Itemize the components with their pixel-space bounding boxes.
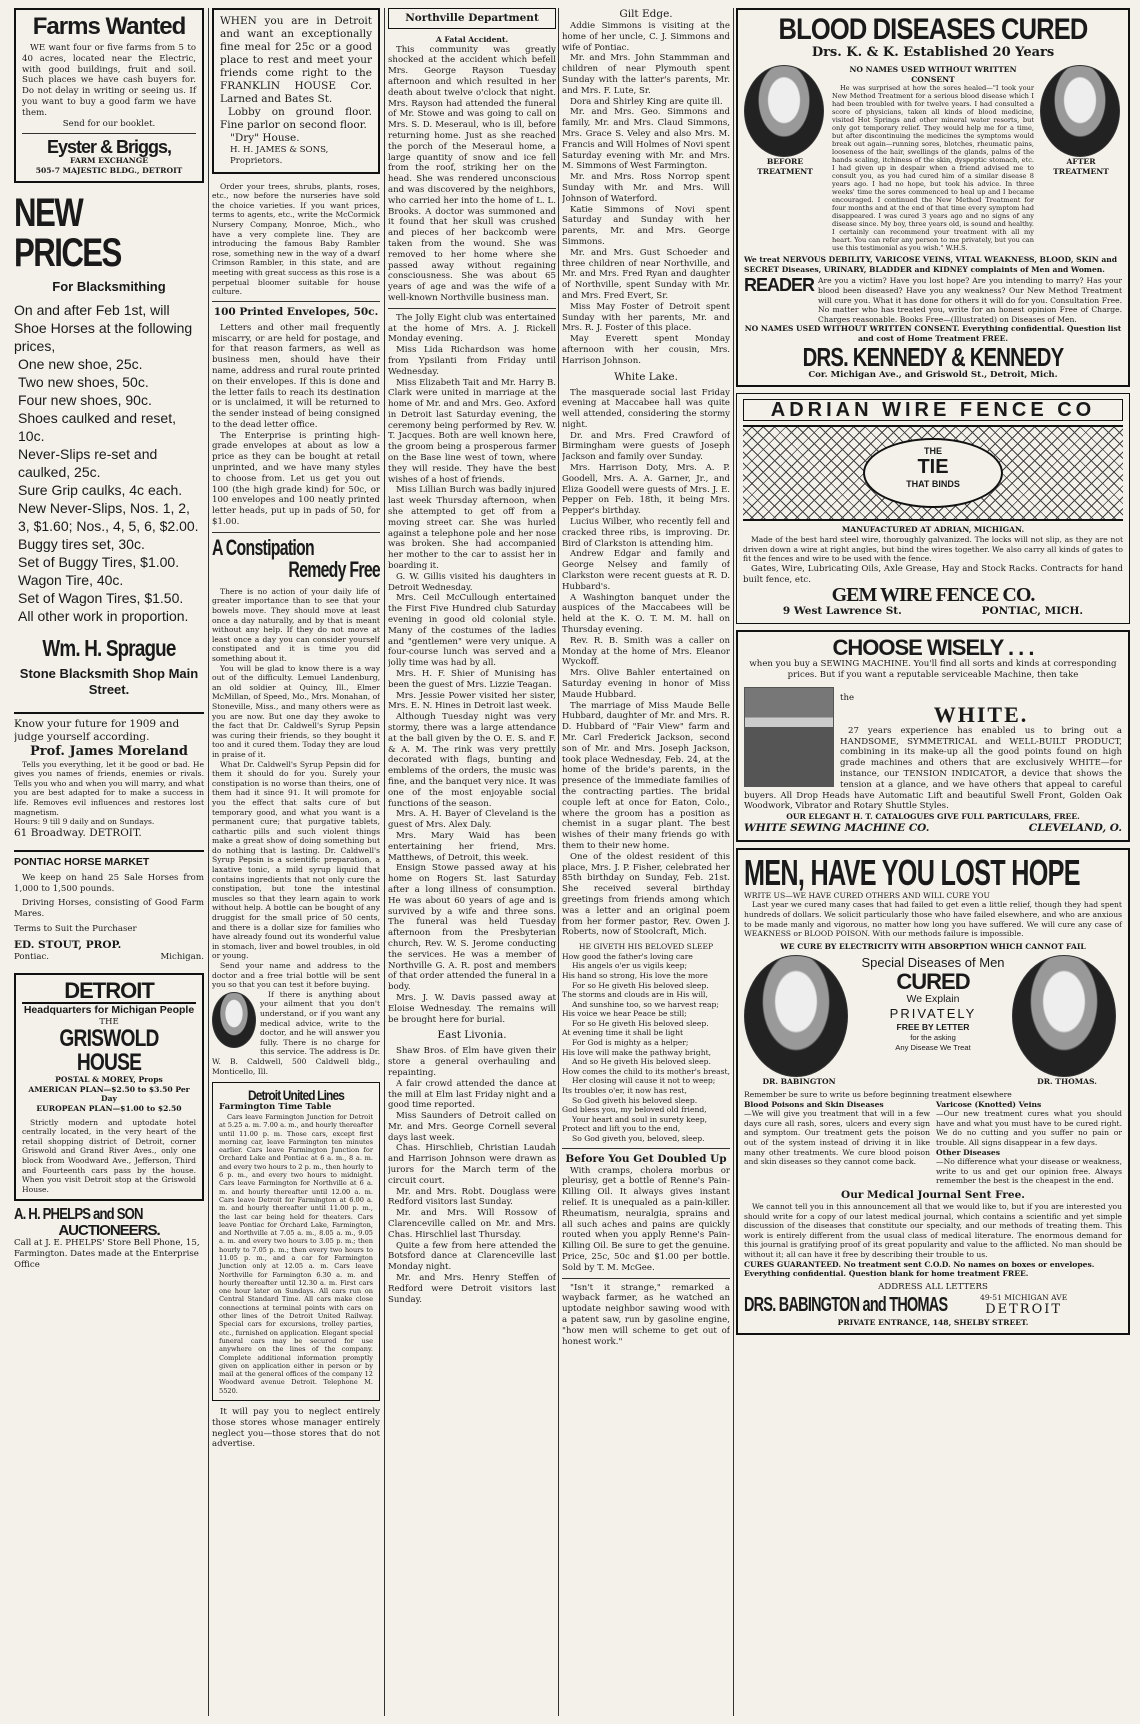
moreland-body: Tells you everything, let it be good or bad. He gives you names of friends, enemies or rivals. Tells you who and when you will marry, and what you are best adapted for to make a success in life. Removes evil influences and restores lost magnetism.	[14, 759, 204, 817]
poem-line: Its troubles o'er, it now has rest,	[562, 1086, 687, 1096]
price-item: One new shoe, 25c.	[18, 355, 143, 372]
constipation-title1: A Constipation	[212, 534, 314, 560]
northville-p2: The Jolly Eight club was entertained at the home of Mrs. A. J. Rickell Monday evening.	[388, 312, 556, 345]
white-body: 27 years experience has enabled us to bring out a HANDSOME, SYMMETRICAL and WELL-BUILT PRODUCT, combining in its make-up all the good points found on high grade machines and others that are exclusively WHITE—for instance, our TENSION INDICATOR, a device that shows the tension at a glance, and we have others that appeal to careful buyers. All Drop Heads have Automatic Lift and beautiful Swell Front, Golden Oak Woodwork, Vibrator and Rotary Shuttle Styles.	[744, 725, 1122, 812]
white-city: CLEVELAND, O.	[1028, 821, 1122, 834]
hope-journal-body: We cannot tell you in this announcement all that we would like to, but if you are interested you should write for a copy of our latest medical journal, which contains a scientific and yet simple discussion of the diseases that constitute our specialty, and our methods of treating them. This work is entirely different from the usual class of medical literature. The enormous demand for this journal is gratifying proof of its great popularity and value to the afflicted. No man should be without it; all can have it free by describing their trouble to us.	[744, 1201, 1122, 1259]
constipation-body2: You will be glad to know there is a way out of the difficulty. Lemuel Landenburg, an old soldier at Quincy, Ill., Elmer McMillan, of Speed, Mo., Mrs. Monahan, of Stoneville, Miss., and many others were as you are now. But one day they awoke to the fact that Dr. Caldwell's Syrup Pepsin was curing their friends, so they bought it too and it cured them. Today they are loud in praise of it.	[212, 663, 380, 759]
hope-blood-body: —We will give you treatment that will in a few days cure all rash, sores, ulcers and every sign and symptom. Our treatment gets the poison out of the system instead of driving it in like many other treatments. We cure blood poison and skin diseases so they cannot come back.	[744, 1109, 930, 1167]
farms-send: Send for our booklet.	[62, 118, 156, 129]
neglect-notice: It will pay you to neglect entirely those stores whose manager entirely neglect you—those stores that do not advertise.	[212, 1407, 380, 1450]
adrian-gates: Gates, Wire, Lubricating Oils, Axle Grease, Hay and Stock Racks. Contracts for hand built fence, etc.	[743, 563, 1123, 585]
hope-street: 49-51 MICHIGAN AVE	[980, 1292, 1068, 1302]
blood-reader-body: Are you a victim? Have you lost hope? Are you intending to marry? Has your blood been diseased? Have you any weakness? Our New Method Treatment will cure you. What it has done for others it will do for you. Consultation Free. No matter who has treated you, write for an honest opinion Free of Charge. Charges reasonable. Books Free—(Illustrated) on Diseases of Men.	[818, 276, 1122, 324]
franklin-ad	[212, 8, 380, 174]
pontiac-loc1: Pontiac.	[14, 951, 50, 962]
adrian-addr2: PONTIAC, MICH.	[981, 605, 1084, 618]
poem-line: For so He giveth His beloved sleep.	[572, 1018, 709, 1028]
whitelake-p5: Andrew Edgar and family and George Nelsey and family of Clarkston were recent guests at R. D. Hubbard's.	[562, 549, 730, 592]
price-item: New Never-Slips, Nos. 1, 2, 3, $1.60; Nos., 4, 5, 6, $2.00.	[18, 499, 199, 534]
dul-sub: Farmington Time Table	[219, 1102, 332, 1113]
lost-hope-ad	[736, 848, 1130, 1335]
moreland-hours: Hours: 9 till 9 daily and on Sundays.	[14, 817, 155, 827]
giltedge-p9: May Everett spent Monday afternoon with her cousin, Mrs. Harrison Johnson.	[562, 334, 730, 366]
price-item: Sure Grip caulks, 4c each.	[18, 481, 183, 498]
pontiac-driving: Driving Horses, consisting of Good Farm Mares.	[14, 898, 204, 920]
moreland-addr: 61 Broadway. DETROIT.	[14, 826, 142, 839]
prices-title: NEW PRICES	[14, 190, 121, 275]
blood-after: AFTER TREATMENT	[1053, 157, 1109, 176]
waybock-body: "Isn't it strange," remarked a wayback farmer, as he watched an uptodate neighbor sawing wood with a patent saw, run by gasoline engine, "how men will scheme to get out of honest work."	[562, 1282, 730, 1347]
poem-line: Your heart and soul in surety keep,	[572, 1114, 708, 1124]
dul-body: Cars leave Farmington Junction for Detroit at 5.25 a. m. 7.00 a. m., and hourly thereafter until 11.00 p. m. Those cars, except first morning car, leave Farmington ten minutes earlier. Cars leave Farmington Junction for Orchard Lake and Pontiac at 6 a. m., 8 a. m. and every two hours to 2 p. m., then hourly to 6 p. m., and every two hours to midnight. Cars leave Farmington for Northville at 6 a. m. and hourly thereafter until 12.00 a. m. Cars leave Detroit for Farmington at 6.00 a. m. and hourly thereafter until 11.00 p. m., the last car being held for theaters. Cars leave Pontiac for Orchard Lake, Farmington, and Northville at 7.05 a. m., 8.05 a. m., 9.05 a. m. and every two hours to 3.05 p. m.; then hourly to 7.05 p. m.; then every two hours to 11.05 p. m., and a car for Farmington Junction only at 12.05 a. m. Cars leave Northville for Farmington 6.30 a. m. and hourly thereafter until 12.30 a. m. First cars one hour later on Sundays. All cars run on Central Standard Time. All cars make close connections at terminal points with cars on other lines of the Detroit United Railway. Special cars for excursions, trolley parties, etc., furnished on application. Elegant special funeral cars may be secured for use anywhere on the lines of the company. Complete additional information promptly given on application either in person or by mail at the general offices of the company 12 Woodward avenue Detroit. Telephone M. 5520.	[219, 1112, 373, 1395]
price-item: Four new shoes, 90c.	[18, 391, 152, 408]
column-5	[736, 8, 1130, 1341]
hope-remember: Remember be sure to write us before beginning treatment elsewhere	[744, 1090, 1012, 1100]
price-item: Buggy tires set, 30c.	[18, 535, 145, 552]
whitelake-p1: The masquerade social last Friday evening at Maccabee hall was quite well attended, considering the stormy night.	[562, 387, 730, 430]
blood-diseases-ad	[736, 8, 1130, 387]
northville-p5: Miss Lillian Burch was badly injured last week Thursday afternoon, when she attempted to get off from a moving street car. She was hurled against a telephone pole and her nose was broken. She had accompanied her mother to the car to assist her in boarding it.	[388, 485, 556, 572]
adrian-fence-ad	[736, 393, 1130, 624]
sewing-machine-illustration	[744, 687, 834, 787]
adrian-made: MANUFACTURED AT ADRIAN, MICHIGAN.	[841, 525, 1025, 535]
poem-line: His angels o'er us vigils keep;	[572, 961, 688, 971]
griswold-hq: Headquarters for Michigan People	[23, 1003, 195, 1016]
northville-p4: Miss Elizabeth Tait and Mr. Harry B. Clark were united in marriage at the home of Mr. and and Mrs. Geo. Axford in Detroit last Saturday evening, the ceremony being performed by Rev. W. T. Jacques. Both are well known here, the groom being a prosperous farmer on the Base line west of town, where they will reside. They have the best wishes of a host of friends.	[388, 377, 556, 485]
adrian-gem: GEM WIRE FENCE CO.	[831, 584, 1035, 607]
blood-nonames2: NO NAMES USED WITHOUT WRITTEN CONSENT. Everything confidential. Question list and cost of Home Treatment FREE.	[744, 324, 1122, 343]
blacksmith-ad	[14, 190, 204, 698]
eastlivonia-p7: Quite a few from here attended the Botsford dance at Clarenceville last Monday night.	[388, 1240, 556, 1273]
phelps-title: A. H. PHELPS and SON	[14, 1206, 143, 1224]
giltedge-p1: Addie Simmons is visiting at the home of her uncle, C. J. Simmons and wife of Pontiac.	[562, 21, 730, 53]
constipation-body4: Send your name and address to the doctor and a free trial bottle will be sent you so that you can test it before buying.	[212, 961, 380, 990]
adrian-tie: TIE	[917, 456, 949, 479]
hope-other-body: —No difference what your disease or weakness, write to us and get our opinion free. Always remember the best is the cheapest in the end.	[936, 1157, 1122, 1186]
adrian-title: ADRIAN WIRE FENCE CO	[743, 399, 1123, 421]
adrian-the: THE	[924, 446, 942, 457]
poem-line: So God giveth his beloved sleep.	[572, 1095, 698, 1105]
hope-cured: CURED	[896, 969, 970, 995]
price-list	[14, 355, 204, 625]
poem-line: And so He giveth His beloved sleep.	[572, 1057, 711, 1067]
farms-wanted-ad	[14, 8, 204, 183]
blood-testimony: He was surprised at how the sores healed—"I took your New Method Treatment for a serious blood disease which I had been troubled with for twelve years. I had consulted a score of physicians, taken all kinds of blood medicine, visited Hot Springs and other mineral water resorts, but only got temporary relief. They would help me for a time, but after discontinuing the medicines the symptoms would break out again—running sores, blotches, rheumatic pains, looseness of the hair, swellings of the glands, palms of the hands scaling, itchiness of the skin, dyspeptic stomach, etc. I had given up in despair when a friend advised me to consult you, as you had cured him of a similar disease 8 years ago. I had no hope, but took his advice. In three weeks' time the sores commenced to heal up and I became encouraged. I continued the New Method Treatment for four months and at the end of that time every symptom had disappeared. I was cured 3 years ago and no signs of any disease since. My boy, three years old, is sound and healthy. I certainly can recommend your treatment with all my heart. You can refer any person to me privately, but you can use this testimonial as you wish." W.H.S.	[832, 84, 1034, 253]
whitelake-p3: Mrs. Harrison Doty, Mrs. A. P. Goodell, Mrs. A. A. Garner, Jr., and Eliza Goodell were guests of Mrs. J. E. Pepper on Feb. 18th, it being Mrs. Pepper's birthday.	[562, 463, 730, 517]
hope-vari-h: Varicose (Knotted) Veins	[936, 1099, 1042, 1109]
poem-line: His love will make the pathway bright,	[562, 1047, 712, 1057]
white-title: CHOOSE WISELY . . .	[832, 635, 1034, 661]
white-intro: when you buy a SEWING MACHINE. You'll find all sorts and kinds at corresponding prices. But if you want a reputable serviceable Machine, then take	[749, 659, 1117, 681]
hope-title: MEN, HAVE YOU LOST HOPE	[744, 851, 1080, 893]
hope-forasking: for the asking	[910, 1033, 956, 1043]
farms-title: Farms Wanted	[32, 13, 186, 40]
blood-name: DRS. KENNEDY & KENNEDY	[802, 341, 1064, 372]
white-the: the	[840, 692, 855, 703]
price-item: All other work in proportion.	[18, 607, 189, 624]
northville-p9: Mrs. Jessie Power visited her sister, Mrs. E. N. Hines in Detroit last week.	[388, 690, 556, 712]
envelopes-body: Letters and other mail frequently miscarry, or are held for postage, and for that reason farmers, as well as business men, should have their name, address and rural route printed on their envelopes. If this is done and the letter fails to reach its destination or is unclaimed, it will be returned to the sender instead of being consigned to the dead letter office.	[212, 322, 380, 430]
farms-sub: FARM EXCHANGE	[69, 156, 149, 166]
hope-special: Special Diseases of Men	[861, 955, 1005, 971]
whitelake-p6: A Washington banquet under the auspices of the Maccabees will be held at the K. O. T. M. M. hall on Thursday evening.	[562, 592, 730, 636]
griswold-plan1: AMERICAN PLAN—$2.50 to $3.50 Per Day	[28, 1084, 190, 1104]
poem-title: HE GIVETH HIS BELOVED SLEEP	[578, 942, 714, 952]
eastlivonia-p8: Mr. and Mrs. Henry Steffen of Redford were Detroit visitors last Sunday.	[388, 1273, 556, 1305]
griswold-owners: POSTAL & MOREY, Props	[55, 1075, 163, 1085]
northville-p7: Mrs. Ceil McCullough entertained the First Five Hundred club Saturday evening in good old colonial style. Many of the costumes of the ladies and "gentlemen" were very unique. A four-course lunch was served and a jolly time was had by all.	[388, 593, 556, 669]
poem-line: For God is mighty as a helper;	[572, 1038, 689, 1048]
blood-treat: We treat NERVOUS DEBILITY, VARICOSE VEINS, VITAL WEAKNESS, BLOOD, SKIN and SECRET Diseases, URINARY, BLADDER and KIDNEY complaints of Men and Women.	[744, 255, 1118, 274]
pontiac-title: PONTIAC HORSE MARKET	[14, 855, 150, 868]
hope-write: WRITE US—WE HAVE CURED OTHERS AND WILL CURE YOU	[744, 890, 990, 900]
hope-electric: WE CURE BY ELECTRICITY WITH ABSORPTION WHICH CANNOT FAIL	[780, 941, 1086, 951]
constipation-body: There is no action of your daily life of greater importance than to see that your bowels move. They should move at least once a day naturally, and by that is meant without any help. If they do not move at least once a day you can consider yourself constipated and it is time you did something about it.	[212, 586, 380, 664]
griswold-plan2: EUROPEAN PLAN—$1.00 to $2.50	[36, 1104, 182, 1114]
giltedge-p2: Mr. and Mrs. John Stammman and children of near Plymouth spent Sunday with the latter's parents, Mr. and Mrs. F. Lute, Sr.	[562, 53, 730, 96]
whitelake-p8: Mrs. Olive Bahler entertained on Saturday evening in honor of Miss Maude Hubbard.	[562, 668, 730, 700]
hope-other-h: Other Diseases	[936, 1147, 1000, 1157]
poem-line: How good the father's loving care	[562, 951, 693, 961]
eastlivonia-p6: Mr. and Mrs. Will Rossow of Clarenceville called on Mr. and Mrs. Chas. Hirschliel last Thursday.	[388, 1208, 556, 1240]
whitelake-title: White Lake.	[614, 370, 678, 383]
envelopes-body2: The Enterprise is printing high-grade envelopes at about as low a price as they can be bought at retail unprinted, and we have many styles to choose from. Let us get you out 100 (the high grade kind) for 50c, or 100 envelopes and 100 neatly printed letter heads, put up in pads of 50, for $1.00.	[212, 430, 380, 528]
white-company: WHITE SEWING MACHINE CO.	[744, 821, 930, 834]
farms-addr: 505-7 MAJESTIC BLDG., DETROIT	[35, 165, 183, 175]
whitelake-p9: The marriage of Miss Maude Belle Hubbard, daughter of Mr. and Mrs. R. D. Hubbard of "Fair View" farm and Mr. Carl Frederick Jackson, second son of Mr. and Mrs. Joseph Jackson, took place Wednesday, Feb. 24, at the home of the bride's parents, in the presence of the immediate families of the contracting parties. The bridal couple left at once for Eaton, Colo., where the groom has a position as chemist in a sugar plant. The best wishes of their many friends go with them to their new home.	[562, 700, 730, 851]
franklin-body: WHEN you are in Detroit and want an exceptionally fine meal for 25c or a good place to rest and meet your friends come right to the FRANKLIN HOUSE Cor. Larned and Bates St.	[220, 15, 372, 105]
northville-p8: Mrs. H. F. Shier of Munising has been the guest of Mrs. Lizzie Teagan.	[388, 669, 556, 690]
eastlivonia-p4: Chas. Hirschlieb, Christian Laudah and Harrison Johnson were drawn as jurors for the March term of the circuit court.	[388, 1143, 556, 1186]
hope-dr2: DR. THOMAS.	[1037, 1077, 1097, 1087]
phelps-ad	[14, 1207, 204, 1270]
poem-line: His hand so strong, His love the more	[562, 970, 708, 980]
whitelake-p10: One of the oldest resident of this place, Mrs. J. P. Fisher, celebrated her 85th birthday on Sunday, Feb. 21st. She received several birthday greetings from friends among which was a letter and an original poem from her former pastor, Rev. Owen J. Roberts, now of Stoolcraft, Mich.	[562, 851, 730, 938]
price-item: Shoes caulked and reset, 10c.	[18, 409, 176, 444]
caldwell-portrait	[212, 992, 256, 1048]
blood-before: BEFORE TREATMENT	[757, 157, 813, 176]
hope-free: FREE BY LETTER	[896, 1022, 970, 1033]
hope-names: DRS. BABINGTON and THOMAS	[744, 1294, 948, 1317]
franklin-lobby: Lobby on ground floor. Fine parlor on second floor.	[220, 106, 372, 131]
poem-line: For so He giveth His beloved sleep.	[572, 980, 709, 990]
griswold-body: Strictly modern and uptodate hotel centrally located, in the very heart of the retail shopping district of Detroit, corner Griswold and Grand River Aves., only one block from Woodward Ave., Jefferson, Third and Fourteenth cars pass by the house. When you visit Detroit stop at the Griswold House.	[22, 1117, 196, 1194]
hope-journal: Our Medical Journal Sent Free.	[841, 1188, 1025, 1201]
pontiac-prop: ED. STOUT, PROP.	[14, 938, 122, 951]
giltedge-p8: Miss May Foster of Detroit spent Sunday with her parents, Mr. and Mrs. R. J. Foster of this place.	[562, 301, 730, 334]
phelps-body: Call at J. E. PHELPS' Store Bell Phone, 15, Farmington. Dates made at the Enterprise Office	[14, 1238, 200, 1271]
giltedge-p7: Mr. and Mrs. Gust Schoeder and three children of near Northville, and Mr. and Mrs. Fred Ryan and daughter of Northville, spent Sunday with Mr. and Mrs. Fred Evert, Sr.	[562, 247, 730, 301]
northville-header	[388, 8, 556, 29]
adrian-addr1: 9 West Lawrence St.	[782, 605, 902, 618]
adrian-binds: THAT BINDS	[906, 479, 960, 490]
northville-title: Northville Department	[405, 12, 539, 24]
poem-line: Protect and lift you to the end,	[562, 1124, 681, 1134]
hope-dr1: DR. BABINGTON	[762, 1077, 836, 1087]
phelps-sub: AUCTIONEERS.	[58, 1222, 160, 1240]
northville-p11: Mrs. A. H. Bayer of Cleveland is the guest of Mrs. Alex Daly.	[388, 809, 556, 831]
moreland-head: Know your future for 1909 and judge yourself according.	[14, 717, 180, 743]
doubled-title: Before You Get Doubled Up	[565, 1152, 727, 1165]
hope-private: PRIVATE ENTRANCE, 148, SHELBY STREET.	[837, 1318, 1029, 1328]
pontiac-horse-ad	[14, 856, 204, 963]
blood-reader: READER	[744, 275, 815, 296]
thomas-portrait	[1012, 955, 1116, 1077]
price-item: Wagon Tire, 40c.	[18, 571, 124, 588]
blood-addr: Cor. Michigan Ave., and Griswold St., Detroit, Mich.	[808, 369, 1058, 380]
constipation-title2: Remedy Free	[288, 556, 380, 582]
babington-portrait	[744, 955, 848, 1077]
dul-title: Detroit United Lines	[247, 1087, 345, 1104]
northville-p12: Mrs. Mary Waid has been entertaining her friend, Mrs. Matthews, of Detroit, this week.	[388, 830, 556, 863]
griswold-ad	[14, 973, 204, 1202]
hope-vari-body: —Our new treatment cures what you should have and what you must have to be cured right. We do no cutting and you suffer no pain or trouble. All signs disappear in a few days.	[936, 1109, 1122, 1147]
poem-line: At evening time it shall be light	[562, 1028, 684, 1038]
pontiac-body: We keep on hand 25 Sale Horses from 1,000 to 1,500 pounds.	[14, 872, 204, 894]
moreland-name: Prof. James Moreland	[29, 743, 188, 759]
whitelake-p2: Dr. and Mrs. Fred Crawford of Birmingham were guests of Joseph Jackson and family over Sunday.	[562, 430, 730, 463]
constipation-ad	[212, 534, 380, 1076]
giltedge-p5: Mr. and Mrs. Ross Norrop spent Sunday with Mr. and Mrs. Will Johnson of Waterford.	[562, 172, 730, 204]
envelopes-title: 100 Printed Envelopes, 50c.	[213, 305, 379, 318]
hope-guar: CURES GUARANTEED. No treatment sent C.O.D. No names on boxes or envelopes. Everything confidential. Question blank for home treatment FREE.	[744, 1259, 1095, 1279]
poem-line: Her closing will cause it not to weep;	[572, 1076, 716, 1086]
prices-name: Wm. H. Sprague	[42, 634, 176, 661]
column-3	[388, 8, 556, 1305]
poem-line: His voice we hear Peace be still;	[562, 1009, 687, 1019]
northville-p10: Although Tuesday night was very stormy, there was a large attendance at the ball given by the O. E. S. and F. & A. M. The rink was very prettily decorated with flags, bunting and emblems of the orders, the music was fine, and the banquet very nice. It was one of the most enjoyable social functions of the season.	[388, 712, 556, 809]
hope-explain: We Explain	[906, 993, 960, 1006]
northville-p1: This community was greatly shocked at the accident which befell Mrs. George Rayson Tuesday afternoon and which resulted in her death about twelve o'clock that night. Mrs. Rayson had attended the funeral of Mr. Stowe and was going to call on Mrs. S. D. Meseraul, who is ill, before returning home. Just as she reached the porch of the Meseraul home, a large quantity of snow and ice fell from the roof, striking her on the head. She was rendered unconscious and was discovered by the neighbors, who carried her into the home of L. L. Brooks. A doctor was summoned and it found that her skull was crushed and pieces of her backcomb were taken from the wound. She was removed to her home where she passed away without regaining consciousness. She was about 65 years of age and was the wife of a well-known Northville business man.	[388, 44, 556, 303]
dul-timetable	[212, 1082, 380, 1401]
doubled-body: With cramps, cholera morbus or pleurisy, get a bottle of Renne's Pain-Killing Oil. It always gives instant relief. It is unequaled as a pain-killer. Rheumatism, neuralgia, sprains and all such aches and pains are quickly routed when you apply Renne's Pain-Killing Oil. Be sure to get the genuine. Price, 25c, 50c and $1.00 per bottle. Sold by T. M. McGee.	[562, 1165, 730, 1273]
constipation-body3: What Dr. Caldwell's Syrup Pepsin did for them it should do for you. Surely your constipation is no worse than theirs, one of them had it since 91. It will promote for you the effect that salts cure of but temporary good, and what you want is a permanent cure; that purgative tablets, cathartic pills and such violent things make a great show of doing something but do nothing that is lasting. Dr. Caldwell's Syrup Pepsin is a scientific preparation, a laxative tonic, a mild syrup liquid that contains ingredients that not only cure the constipation, but tone the intestinal muscles so that they learn again to work without help. A bottle can be bought of any druggist for the small price of 50 cents, and there is a dollar size for families who have already found out its wonderful value in stomach, liver and bowel troubles, in old or young.	[212, 759, 380, 961]
prices-shop: Stone Blacksmith Shop Main Street.	[19, 665, 199, 697]
white-sewing-ad	[736, 630, 1130, 842]
before-portrait	[744, 65, 824, 157]
after-portrait	[1040, 65, 1120, 157]
pontiac-loc2: Michigan.	[160, 951, 204, 962]
pontiac-terms: Terms to Suit the Purchaser	[14, 923, 137, 934]
poem-line: And sunshine too, so we harvest reap;	[572, 999, 719, 1009]
column-2	[212, 8, 380, 1450]
northville-p13: Ensign Stowe passed away at his home on Rogers St. last Saturday after a long illness of consumption. He was about 60 years of age and is survived by a wife and three sons. The funeral was held Tuesday afternoon from the Presbyterian church, Rev. W. S. Jerome conducting the services. He was a member of Northville G. A. R. post and members of that order attended the funeral in a body.	[388, 863, 556, 993]
white-brand: WHITE.	[933, 701, 1029, 727]
hope-any: Any Disease We Treat	[895, 1042, 971, 1052]
giltedge-p4: Mr. and Mrs. Geo. Simmons and family, Mr. and Mrs. Claud Simmons, Mrs. Grace S. Veley and also Mrs. M. Francis and Will Holmes of Novi spent Saturday evening with Mr. and Mrs. M. Simmons of West Farmington.	[562, 107, 730, 172]
prices-intro: On and after Feb 1st, will Shoe Horses at the following prices,	[14, 301, 193, 354]
blood-sub: Drs. K. & K. Established 20 Years	[811, 45, 1055, 60]
farms-firm: Eyster & Briggs,	[46, 137, 172, 158]
northville-p14: Mrs. J. W. Davis passed away at Eloise Wednesday. The remains will be brought here for burial.	[388, 992, 556, 1025]
constipation-body5: If there is anything about your ailment that you don't understand, or if you want any medical advice, write to the doctor, and he will answer you fully. There is no charge for this service. The address is Dr. W. B. Caldwell, 500 Caldwell bldg., Monticello, Ill.	[212, 989, 380, 1076]
griswold-the: THE	[99, 1016, 119, 1027]
poem	[562, 952, 730, 1144]
price-item: Two new shoes, 50c.	[18, 373, 149, 390]
price-item: Set of Wagon Tires, $1.50.	[18, 589, 184, 606]
eastlivonia-title: East Livonia.	[437, 1029, 507, 1042]
farms-body: WE want four or five farms from 5 to 40 acres, located near the Electric, with good buildings, fruit and soil. Such places we have cash buyers for. Do not delay in writing or seeing us. If you want to buy a good farm we have them.	[22, 43, 196, 118]
poem-line: God bless you, my beloved old friend,	[562, 1105, 707, 1115]
griswold-name: GRISWOLD HOUSE	[59, 1025, 159, 1077]
eastlivonia-p3: Miss Saunders of Detroit called on Mr. and Mrs. George Cornell several days last week.	[388, 1111, 556, 1143]
eastlivonia-p5: Mr. and Mrs. Robt. Douglass were Redford visitors last Sunday.	[388, 1186, 556, 1208]
hope-intro: Last year we cured many cases that had failed to get even a little relief, though they had spent hundreds of dollars. We solicit particularly those who have failed elsewhere, and who are anxious to be made manly and vigorous, no matter how long you have suffered. We will cure any case of WEAKNESS or BLOOD POISON. With our methods failure is impossible.	[744, 900, 1122, 939]
northville-sub: A Fatal Accident.	[435, 35, 509, 44]
column-4	[562, 8, 730, 1347]
franklin-props: H. H. JAMES & SONS, Proprietors.	[230, 145, 329, 166]
hope-blood-h: Blood Poisons and Skin Diseases	[744, 1099, 884, 1109]
fence-illustration	[743, 425, 1123, 521]
poem-line: So God giveth you, beloved, sleep.	[572, 1134, 705, 1144]
giltedge-title: Gilt Edge.	[619, 8, 673, 20]
eastlivonia-p2: A fair crowd attended the dance at the mill at Elm last Friday night and a good time reported.	[388, 1078, 556, 1111]
griswold-city: DETROIT	[22, 980, 196, 1004]
whitelake-p7: Rev. R. B. Smith was a caller on Monday at the home of Mrs. Eleanor Wyckoff.	[562, 635, 730, 668]
hope-privately: PRIVATELY	[889, 1006, 977, 1022]
price-item: Set of Buggy Tires, $1.00.	[18, 553, 180, 570]
giltedge-p6: Katie Simmons of Novi spent Saturday and Sunday with her parents, Mr. and Mrs. George Simmons.	[562, 204, 730, 247]
northville-p6: G. W. Gillis visited his daughters in Detroit Wednesday.	[388, 571, 556, 593]
giltedge-p3: Dora and Shirley King are quite ill.	[570, 96, 723, 107]
price-item: Never-Slips re-set and caulked, 25c.	[18, 445, 158, 480]
blood-title: BLOOD DISEASES CURED	[778, 13, 1088, 46]
blood-nonames: NO NAMES USED WITHOUT WRITTEN CONSENT	[849, 65, 1017, 84]
northville-p3: Miss Lida Richardson was home from Ypsilanti from Friday until Wednesday.	[388, 345, 556, 377]
column-1	[14, 8, 204, 1271]
whitelake-p4: Lucius Wilber, who recently fell and cracked three ribs, is improving. Dr. Bird of Clarkston is attending him.	[562, 517, 730, 549]
franklin-dry: "Dry" House.	[230, 132, 300, 144]
hope-address: ADDRESS ALL LETTERS	[878, 1281, 988, 1292]
white-catalog: OUR ELEGANT H. T. CATALOGUES GIVE FULL PARTICULARS, FREE.	[786, 812, 1080, 822]
prices-sub: For Blacksmithing	[52, 278, 166, 294]
shrubs-notice: Order your trees, shrubs, plants, roses, etc., now before the nurseries have sold the choice varieties. If you want prices, terms to agents, etc., write the McCormick Nursery Company, Monroe, Mich., who have a very complete line. They are introducing the famous Baby Rambler rose, something new in the way of a dwarf Crimson Rambler, in this state, and are meeting with great success as this rose is a perpetual bloomer suitable for house culture.	[212, 181, 380, 297]
poem-line: How comes the child to its mother's breast,	[562, 1066, 730, 1076]
hope-city: DETROIT	[985, 1302, 1063, 1318]
adrian-body: Made of the best hard steel wire, thoroughly galvanized. The locks will not slip, as they are not driven down a wire at right angles, but bind the wires together. We also carry all kinds of gates to fit the fences and wire to be used with the fence.	[743, 534, 1123, 564]
poem-line: The storms and clouds are in His will,	[562, 990, 708, 1000]
eastlivonia-p1: Shaw Bros. of Elm have given their store a general overhauling and repainting.	[388, 1046, 556, 1078]
moreland-ad	[14, 718, 204, 840]
